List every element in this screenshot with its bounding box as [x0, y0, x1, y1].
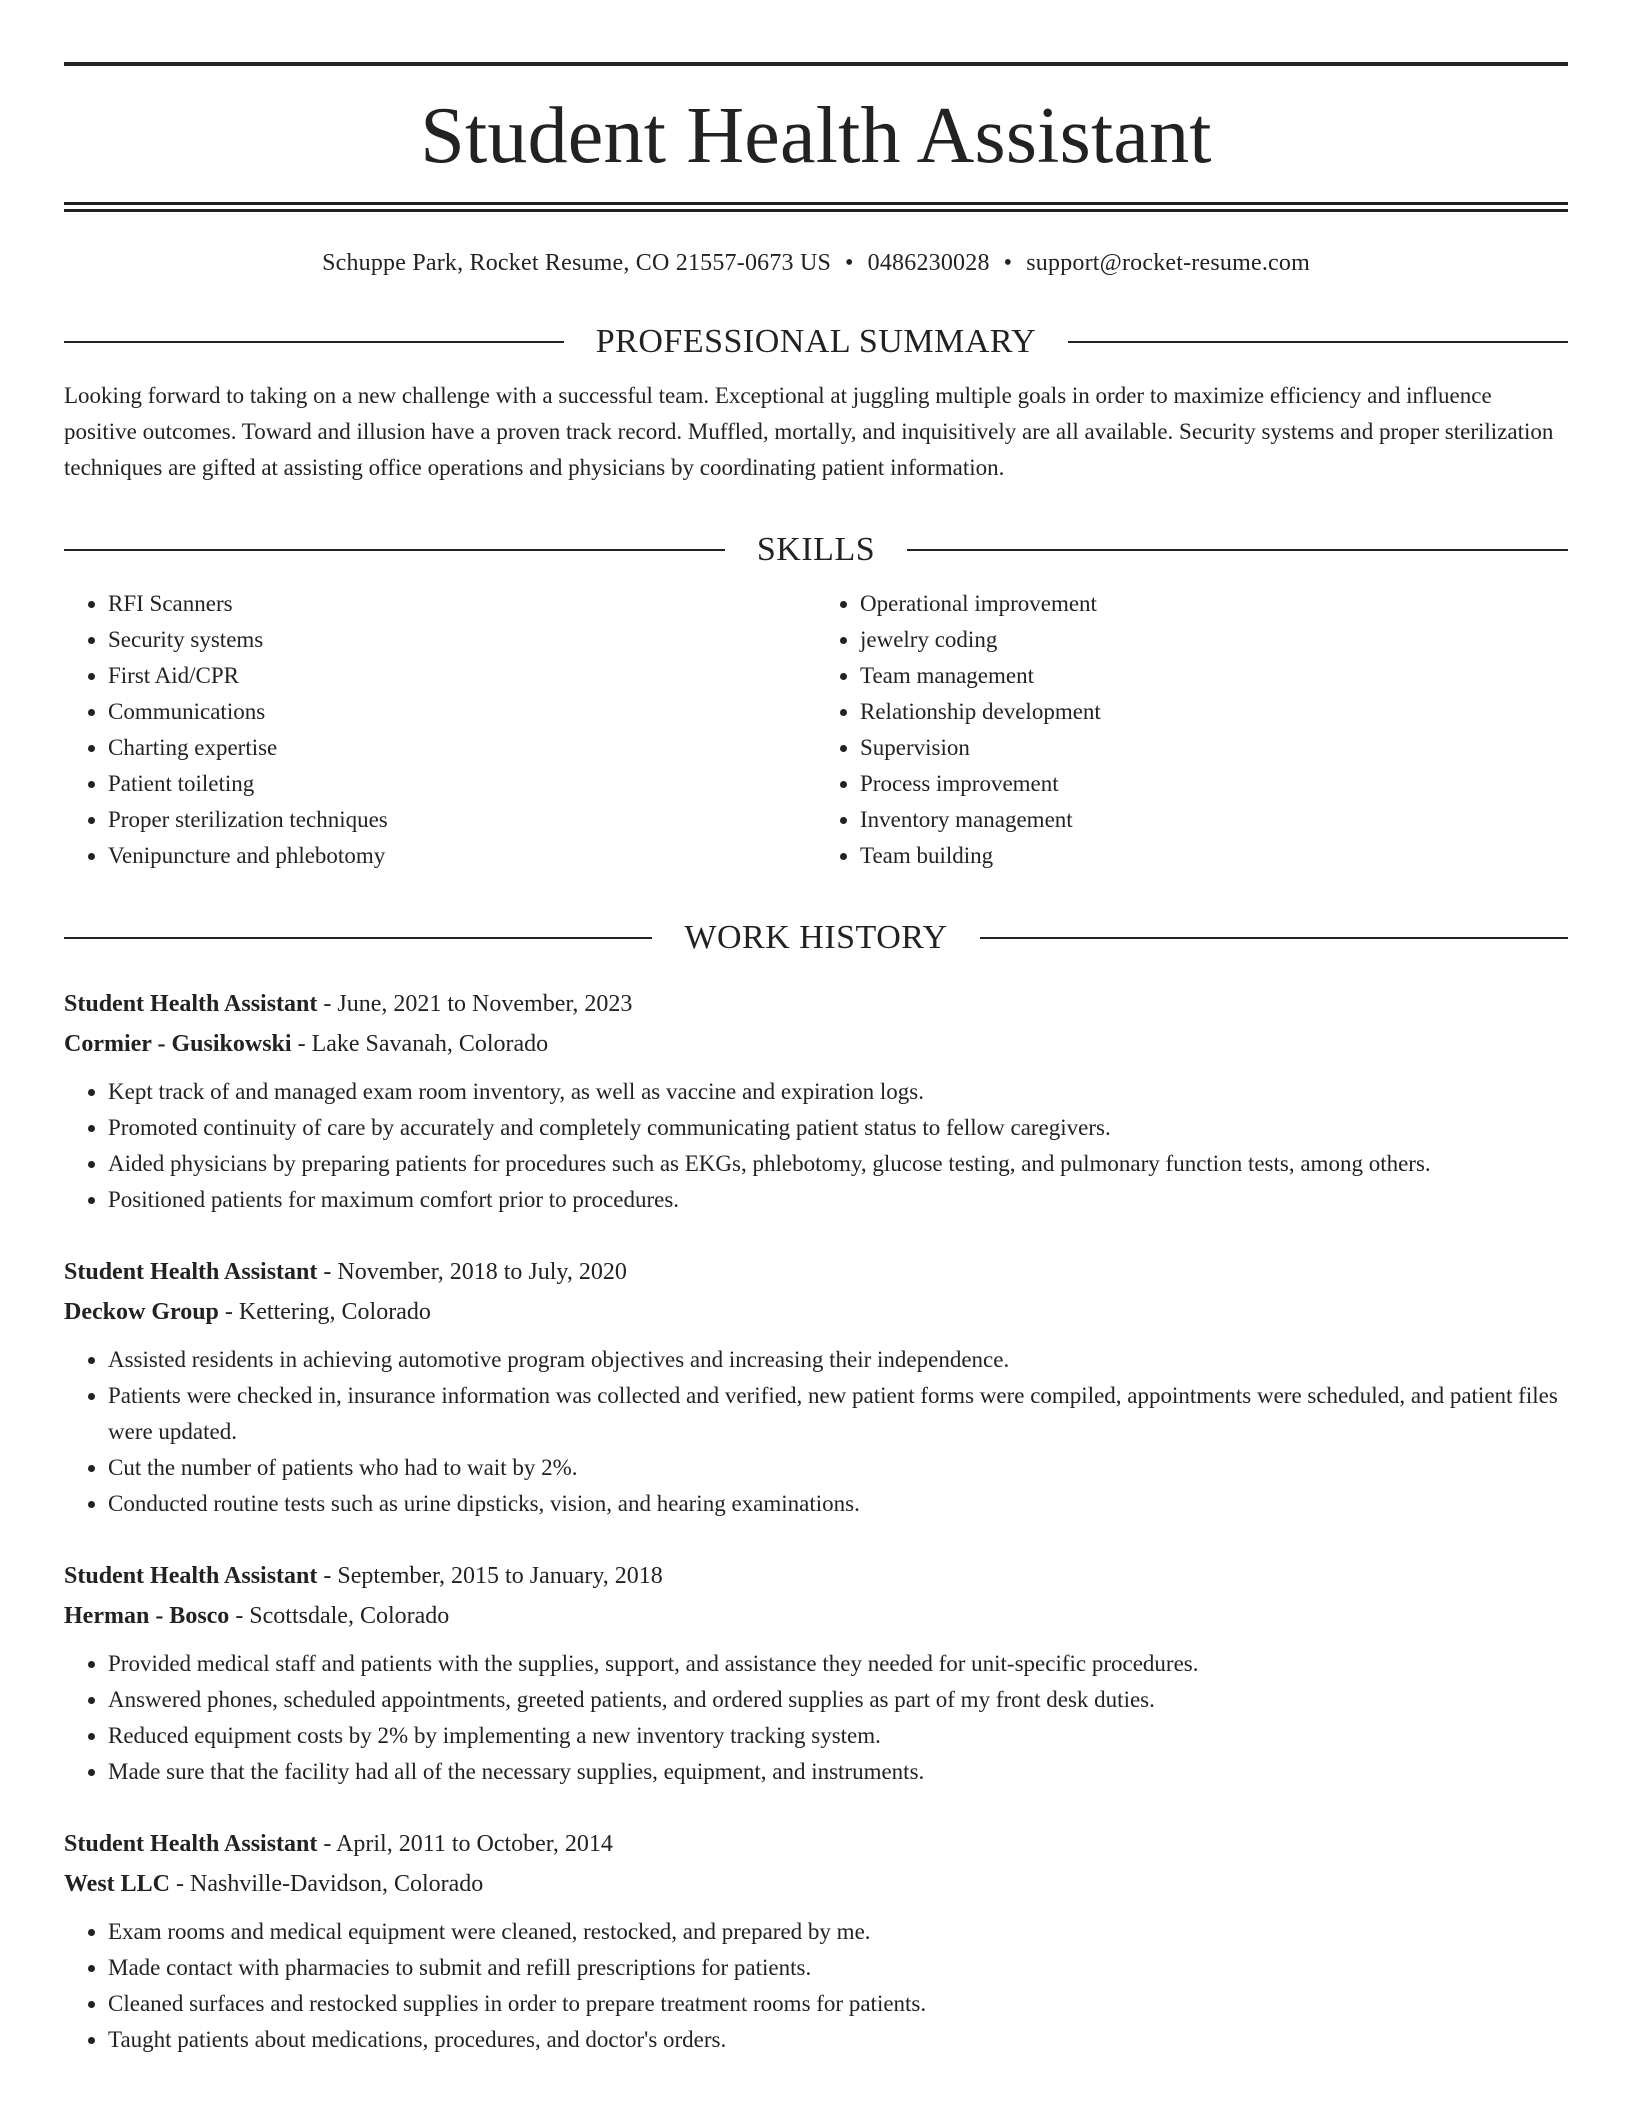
job-bullet: • Answered phones, scheduled appointments, greeted patients, and ordered supplies as part of my front desk duties.	[108, 1682, 1568, 1718]
skill-item: • Patient toileting	[108, 766, 816, 802]
contact-separator: •	[1003, 250, 1013, 276]
job-dates: - November, 2018 to July, 2020	[317, 1259, 627, 1285]
work-title: WORK HISTORY	[684, 919, 948, 956]
summary-text: Looking forward to taking on a new challenge with a successful team. Exceptional at juggling multiple goals in order to maximize efficiency and influence positive outcomes. Toward and illusion have a proven track record. Muffled, mortally, and inquisitively are all available. Security systems and proper sterilization techniques are gifted at assisting office operations and physicians by coordinating patient information.	[64, 383, 1554, 480]
skill-item: • First Aid/CPR	[108, 658, 816, 694]
job-role-line	[64, 1824, 1568, 1864]
job-role: Student Health Assistant	[64, 1563, 318, 1589]
resume-name: Student Health Assistant	[420, 92, 1212, 180]
skill-item: • Venipuncture and phlebotomy	[108, 838, 816, 874]
heading-rule-left	[64, 549, 725, 551]
job-bullet: • Cut the number of patients who had to wait by 2%.	[108, 1450, 1568, 1486]
contact-email: support@rocket-resume.com	[1026, 250, 1310, 276]
job-dates: - June, 2021 to November, 2023	[317, 991, 633, 1017]
job-entry	[64, 1824, 1568, 2058]
skill-item: • Supervision	[860, 730, 1568, 766]
skills-list-right	[816, 586, 1568, 874]
job-company-line	[64, 1596, 1568, 1636]
job-role: Student Health Assistant	[64, 991, 318, 1017]
contact-phone: 0486230028	[867, 250, 990, 276]
job-role-line	[64, 984, 1568, 1024]
skill-item: • Operational improvement	[860, 586, 1568, 622]
job-role-line	[64, 1252, 1568, 1292]
job-bullets	[64, 1914, 1568, 2058]
skill-item: • Communications	[108, 694, 816, 730]
job-bullet: • Made contact with pharmacies to submit and refill prescriptions for patients.	[108, 1950, 1568, 1986]
job-bullet: • Provided medical staff and patients with the supplies, support, and assistance they needed for unit-specific procedures.	[108, 1646, 1568, 1682]
job-dates: - April, 2011 to October, 2014	[317, 1831, 613, 1857]
job-bullet: • Cleaned surfaces and restocked supplies in order to prepare treatment rooms for patients.	[108, 1986, 1568, 2022]
summary-heading	[64, 322, 1568, 362]
skills-columns	[64, 586, 1568, 874]
skill-item: • Relationship development	[860, 694, 1568, 730]
job-bullet: • Assisted residents in achieving automotive program objectives and increasing their independence.	[108, 1342, 1568, 1378]
job-entry	[64, 984, 1568, 1218]
job-company: Deckow Group	[64, 1299, 219, 1325]
name-block	[64, 66, 1568, 202]
heading-rule-left	[64, 341, 564, 343]
job-bullet: • Patients were checked in, insurance information was collected and verified, new patient forms were compiled, appointments were scheduled, and patient files were updated.	[108, 1378, 1568, 1450]
job-location: - Kettering, Colorado	[218, 1299, 431, 1325]
contact-address: Schuppe Park, Rocket Resume, CO 21557-0673 US	[322, 250, 832, 276]
job-company: Cormier - Gusikowski	[64, 1031, 292, 1057]
skill-item: • Process improvement	[860, 766, 1568, 802]
job-entry	[64, 1556, 1568, 1790]
job-company-line	[64, 1024, 1568, 1064]
summary-title: PROFESSIONAL SUMMARY	[595, 323, 1037, 360]
job-bullet: • Aided physicians by preparing patients for procedures such as EKGs, phlebotomy, glucose testing, and pulmonary function tests, among others.	[108, 1146, 1568, 1182]
heading-rule-left	[64, 937, 652, 939]
skill-item: • Charting expertise	[108, 730, 816, 766]
job-bullet: • Taught patients about medications, procedures, and doctor's orders.	[108, 2022, 1568, 2058]
double-rule	[64, 202, 1568, 212]
skills-list-left	[64, 586, 816, 874]
skill-item: • Team building	[860, 838, 1568, 874]
heading-rule-right	[907, 549, 1568, 551]
job-company-line	[64, 1292, 1568, 1332]
skill-item: • Proper sterilization techniques	[108, 802, 816, 838]
contact-separator: •	[845, 250, 854, 276]
job-bullets	[64, 1646, 1568, 1790]
skill-item: • Inventory management	[860, 802, 1568, 838]
job-bullet: • Conducted routine tests such as urine dipsticks, vision, and hearing examinations.	[108, 1486, 1568, 1522]
job-location: - Lake Savanah, Colorado	[291, 1031, 549, 1057]
job-bullet: • Reduced equipment costs by 2% by implementing a new inventory tracking system.	[108, 1718, 1568, 1754]
skills-heading	[64, 530, 1568, 570]
heading-rule-right	[1068, 341, 1568, 343]
work-heading	[64, 918, 1568, 958]
job-location: - Scottsdale, Colorado	[229, 1603, 450, 1629]
job-company: Herman - Bosco	[64, 1603, 230, 1629]
job-company: West LLC	[64, 1871, 171, 1897]
job-location: - Nashville-Davidson, Colorado	[170, 1871, 484, 1897]
job-dates: - September, 2015 to January, 2018	[317, 1563, 663, 1589]
job-bullet: • Promoted continuity of care by accurately and completely communicating patient status to fellow caregivers.	[108, 1110, 1568, 1146]
job-bullets	[64, 1342, 1568, 1522]
job-bullet: • Made sure that the facility had all of the necessary supplies, equipment, and instruments.	[108, 1754, 1568, 1790]
skill-item: • Security systems	[108, 622, 816, 658]
contact-line	[64, 248, 1568, 278]
skills-title: SKILLS	[756, 531, 876, 568]
job-role-line	[64, 1556, 1568, 1596]
heading-rule-right	[980, 937, 1568, 939]
skill-item: • RFI Scanners	[108, 586, 816, 622]
skill-item: • Team management	[860, 658, 1568, 694]
job-bullets	[64, 1074, 1568, 1218]
job-role: Student Health Assistant	[64, 1259, 318, 1285]
job-role: Student Health Assistant	[64, 1831, 318, 1857]
skill-item: • jewelry coding	[860, 622, 1568, 658]
job-company-line	[64, 1864, 1568, 1904]
job-bullet: • Kept track of and managed exam room inventory, as well as vaccine and expiration logs.	[108, 1074, 1568, 1110]
job-bullet: • Exam rooms and medical equipment were cleaned, restocked, and prepared by me.	[108, 1914, 1568, 1950]
job-bullet: • Positioned patients for maximum comfort prior to procedures.	[108, 1182, 1568, 1218]
job-entry	[64, 1252, 1568, 1522]
